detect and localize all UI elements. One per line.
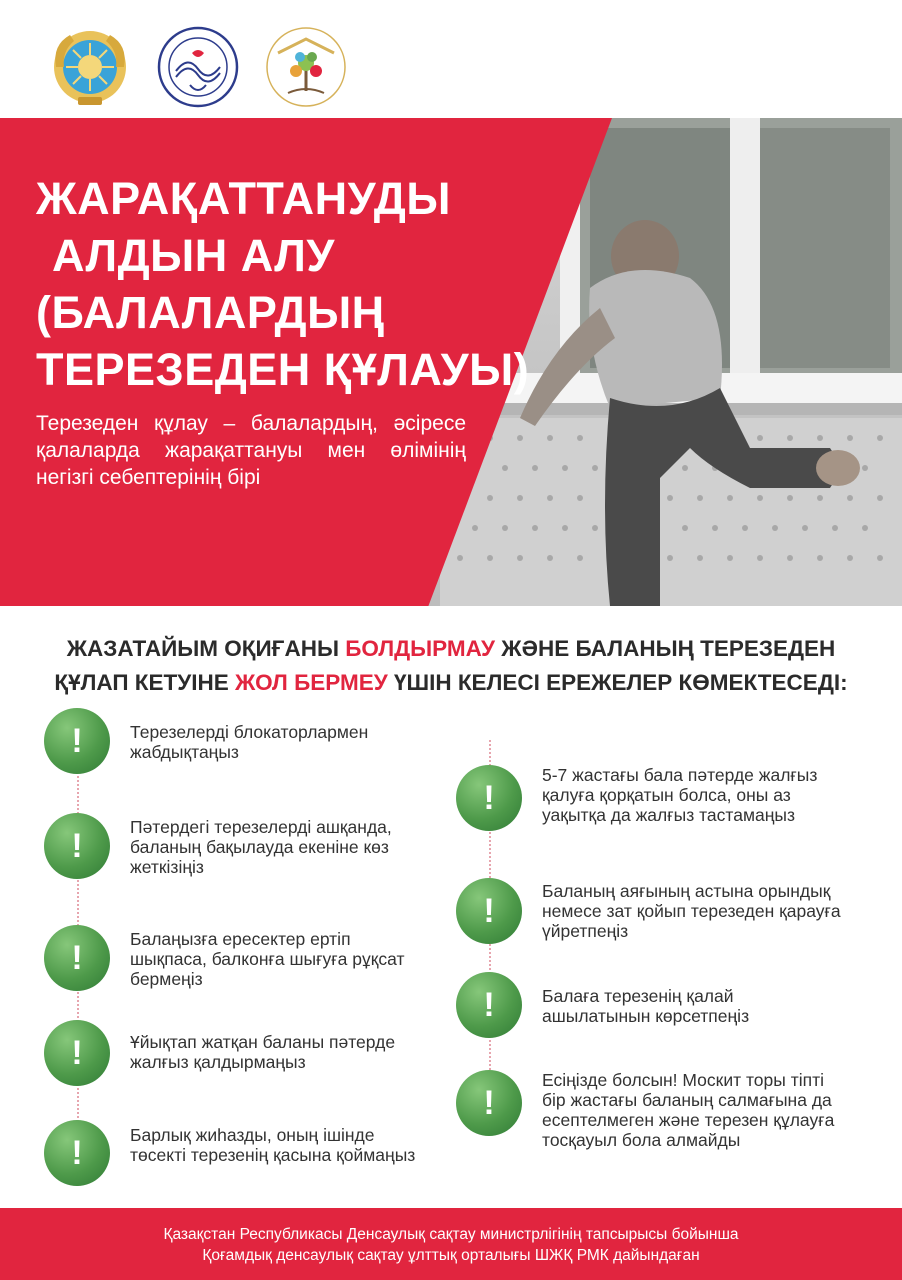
page-title xyxy=(36,170,556,398)
tip-item xyxy=(456,972,822,1038)
page-subtitle: Терезеден құлау – балалардың, әсіресе қалаларда жарақаттануы мен өлімінің негізгі себептерінің бірі xyxy=(36,412,466,489)
tip-text: Баланың аяғының астына орындық немесе зат қойып терезеден қарауға үйретпеңіз xyxy=(542,881,841,941)
tip-text: 5-7 жастағы бала пәтерде жалғыз қалуға қорқатын болса, оны аз уақытқа да жалғыз тастамаңыз xyxy=(542,765,818,825)
tip-text: Балаңызға ересектер ертіп шықпаса, балконға шығуға рұқсат бермеңіз xyxy=(130,929,405,989)
rules-heading-text: ҚҰЛАП КЕТУІНЕ xyxy=(54,670,236,695)
tip-text: Терезелерді блокаторлармен жабдықтаңыз xyxy=(130,722,369,762)
tip-item xyxy=(44,925,430,991)
rules-heading-text: ЖӘНЕ БАЛАНЫҢ ТЕРЕЗЕДЕН xyxy=(495,636,836,661)
rules-heading-highlight: БОЛДЫРМАУ xyxy=(345,636,496,661)
tip-item xyxy=(44,1120,430,1186)
tip-text: Пәтердегі терезелерді ашқанда, баланың бақылауда екеніне көз жеткізіңіз xyxy=(130,817,392,877)
rules-heading-highlight: ЖОЛ БЕРМЕУ xyxy=(235,670,388,695)
exclamation-icon: ! xyxy=(44,1020,110,1086)
tip-text: Барлық жиһазды, оның ішінде төсекті терезенің қасына қоймаңыз xyxy=(130,1125,416,1165)
exclamation-icon: ! xyxy=(456,972,522,1038)
exclamation-icon: ! xyxy=(456,1070,522,1136)
tip-item xyxy=(456,1070,847,1150)
exclamation-icon: ! xyxy=(44,1120,110,1186)
exclamation-icon: ! xyxy=(456,765,522,831)
tip-item xyxy=(44,1020,450,1086)
tip-item xyxy=(44,708,460,774)
title-line-1: ЖАРАҚАТТАНУДЫ xyxy=(36,173,451,224)
logo-row xyxy=(48,22,348,112)
exclamation-icon: ! xyxy=(44,813,110,879)
public-health-center-logo-icon xyxy=(264,25,348,109)
rules-heading-text: ЖАЗАТАЙЫМ ОҚИҒАНЫ xyxy=(66,636,346,661)
tip-text: Балаға терезенің қалай ашылатынын көрсетпеңіз xyxy=(542,986,750,1026)
rules-heading xyxy=(0,632,902,700)
rules-heading-line-1 xyxy=(0,632,902,666)
tip-text: Ұйықтап жатқан баланы пәтерде жалғыз қалдырмаңыз xyxy=(130,1032,396,1072)
title-line-2: АЛДЫН АЛУ xyxy=(52,230,335,281)
exclamation-icon: ! xyxy=(44,925,110,991)
title-line-3: (БАЛАЛАРДЫҢ xyxy=(36,287,385,338)
footer-line-2: Қоғамдық денсаулық сақтау ұлттық орталығы ШЖҚ РМК дайындаған xyxy=(202,1247,700,1264)
kazakhstan-emblem-icon xyxy=(48,25,132,109)
exclamation-icon: ! xyxy=(456,878,522,944)
footer xyxy=(0,1208,902,1280)
exclamation-icon: ! xyxy=(44,708,110,774)
tip-item xyxy=(456,765,832,831)
title-line-4: ТЕРЕЗЕДЕН ҚҰЛАУЫ) xyxy=(36,344,530,395)
tip-text: Есіңізде болсын! Москит торы тіпті бір жастағы баланың салмағына да есептелмеген және терезен құлауға тосқауыл бола алмайды xyxy=(542,1070,835,1150)
rules-heading-line-2 xyxy=(0,666,902,700)
deni-sau-ult-logo-icon xyxy=(156,25,240,109)
rules-heading-text: ҮШІН КЕЛЕСІ ЕРЕЖЕЛЕР КӨМЕКТЕСЕДІ: xyxy=(387,670,848,695)
tip-item xyxy=(44,813,455,879)
tip-item xyxy=(456,878,862,944)
footer-line-1: Қазақстан Республикасы Денсаулық сақтау министрлігінің тапсырысы бойынша xyxy=(163,1226,739,1243)
